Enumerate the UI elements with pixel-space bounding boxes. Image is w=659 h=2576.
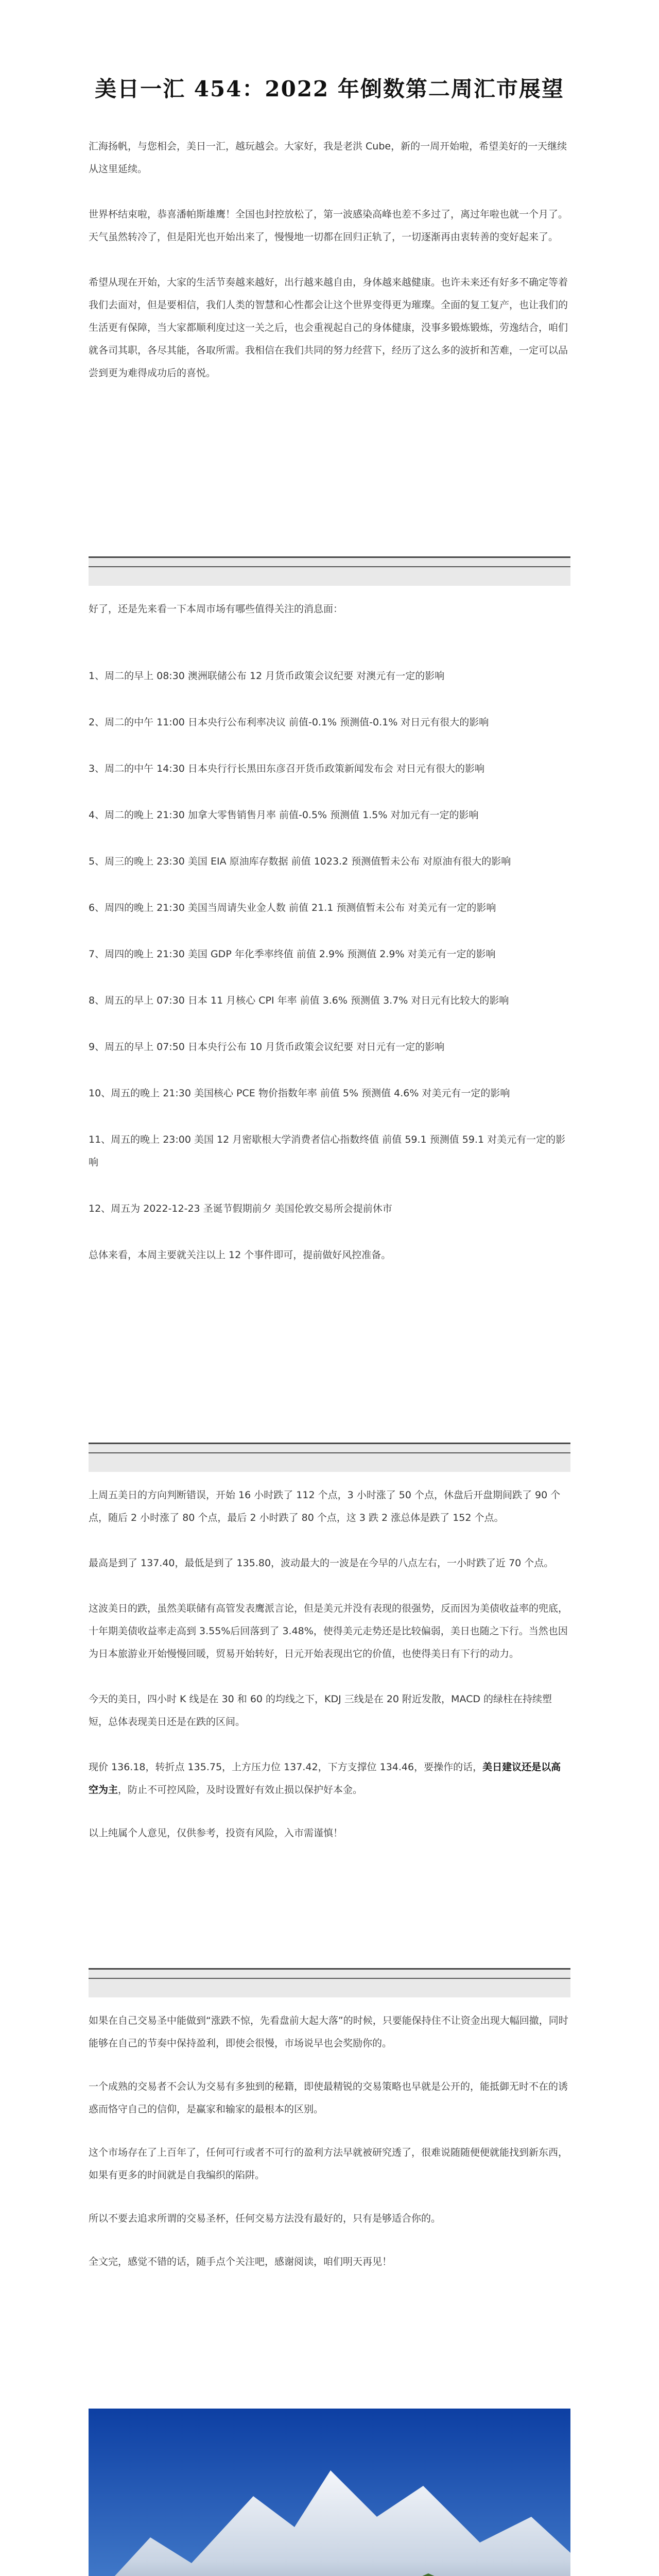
closing-paragraph: 这个市场存在了上百年了，任何可行或者不可行的盈利方法早就被研究透了，很难说随随便便就能找到新东西，如果有更多的时间就是自我编织的陷阱。 — [89, 2147, 568, 2181]
event-item: 12、周五为 2022-12-23 圣诞节假期前夕 美国伦敦交易所会提前休市 — [89, 1203, 392, 1214]
analysis-paragraph: 今天的美日，四小时 K 线是在 30 和 60 的均线之下，KDJ 三线是在 20 附近发散，MACD 的绿柱在持续塑短，总体表现美日还是在跌的区间。 — [89, 1693, 552, 1727]
closing-paragraph: 所以不要去追求所谓的交易圣杯，任何交易方法没有最好的，只有是够适合你的。 — [89, 2213, 441, 2224]
strategy-paragraph — [89, 1756, 570, 1801]
closing-paragraph: 如果在自己交易圣中能做到“涨跌不惊，先看盘前大起大落”的时候，只要能保持住不让资金出现大幅回撤，同时能够在自己的节奏中保持盈利，即使会很慢，市场说早也会奖励你的。 — [89, 2015, 568, 2049]
event-item: 10、周五的晚上 21:30 美国核心 PCE 物价指数年率 前值 5% 预测值 4.6% 对美元有一定的影响 — [89, 1088, 510, 1099]
strategy-prefix: 现价 136.18，转折点 135.75，上方压力位 137.42，下方支撑位 134.46，要操作的话， — [89, 1761, 483, 1773]
article — [89, 0, 570, 2267]
strategy-highlight: 美日建议还是以高空为主 — [89, 1761, 561, 1795]
event-item: 3、周二的中午 14:30 日本央行行长黑田东彦召开货币政策新闻发布会 对日元有很大的影响 — [89, 763, 484, 774]
intro-paragraph: 希望从现在开始，大家的生活节奏越来越好，出行越来越自由，身体越来越健康。也许未来还有好多不确定等着我们去面对，但是要相信，我们人类的智慧和心性都会让这个世界变得更为璀璨。全面的复工复产，也让我们的生活更有保障，当大家都顺利度过这一关之后，也会重视起自己的身体健康，没事多锻炼锻炼，劳逸结合，咱们就各司其职，各尽其能，各取所需。我相信在我们共同的努力经营下，经历了这么多的波折和苦难，一定可以品尝到更为难得成功后的喜悦。 — [89, 277, 568, 379]
event-item: 7、周四的晚上 21:30 美国 GDP 年化季率终值 前值 2.9% 预测值 2.9% 对美元有一定的影响 — [89, 948, 496, 960]
event-item: 4、周二的晚上 21:30 加拿大零售销售月率 前值-0.5% 预测值 1.5% 对加元有一定的影响 — [89, 809, 479, 821]
intro-text: 世界杯结束啦，恭喜潘帕斯雄鹰！全国也封控放松了，第一波感染高峰也差不多过了，离过年啦也就一个月了。天气虽然转冷了，但是阳光也开始出来了，慢慢地一切都在回归正轨了，一切逐渐再由衷转善的变好起来了。 — [89, 209, 568, 243]
analysis-paragraph: 上周五美日的方向判断错误，开始 16 小时跌了 112 个点，3 小时涨了 50 个点，休盘后开盘期间跌了 90 个点，随后 2 小时涨了 80 个点，最后 2 小时跌了 80 个点，这 3 跌 2 涨总体是跌了 152 个点。 — [89, 1489, 561, 1523]
closing-paragraph: 全文完，感觉不错的话，随手点个关注吧，感谢阅读，咱们明天再见！ — [89, 2256, 392, 2267]
events-summary: 总体来看，本周主要就关注以上 12 个事件即可，提前做好风控准备。 — [89, 1249, 391, 1261]
event-item: 5、周三的晚上 23:30 美国 EIA 原油库存数据 前值 1023.2 预测值暂未公布 对原油有很大的影响 — [89, 856, 511, 867]
article-title: 美日一汇 454：2022 年倒数第二周汇市展望 — [95, 76, 564, 101]
event-item: 9、周五的早上 07:50 日本央行公布 10 月货币政策会议纪要 对日元有一定的影响 — [89, 1041, 445, 1053]
section-divider — [89, 1968, 570, 1997]
event-item: 11、周五的晚上 23:00 美国 12 月密歇根大学消费者信心指数终值 前值 59.1 预测值 59.1 对美元有一定的影响 — [89, 1134, 566, 1168]
event-item: 1、周二的早上 08:30 澳洲联储公布 12 月货币政策会议纪要 对澳元有一定的影响 — [89, 670, 445, 682]
analysis-paragraph: 最高是到了 137.40，最低是到了 135.80，波动最大的一波是在今早的八点左右，一小时跌了近 70 个点。 — [89, 1557, 554, 1569]
disclaimer: 以上纯属个人意见，仅供参考，投资有风险，入市需谨慎！ — [89, 1827, 343, 1839]
section-divider — [89, 556, 570, 586]
mountain-illustration — [89, 2409, 570, 2576]
intro-paragraph — [89, 203, 570, 248]
strategy-suffix: ，防止不可控风险，及时设置好有效止损以保护好本金。 — [118, 1784, 363, 1795]
event-item: 6、周四的晚上 21:30 美国当周请失业金人数 前值 21.1 预测值暂未公布 对美元有一定的影响 — [89, 902, 496, 913]
analysis-paragraph: 这波美日的跌，虽然美联储有高管发表鹰派言论，但是美元并没有表现的很强势，反而因为美债收益率的兜底，十年期美债收益率走高到 3.55%后回落到了 3.48%，使得美元走势还是比较偏弱，美日也随之下行。当然也因为日本旅游业开始慢慢回暖，贸易开始转好，日元开始表现出它的价值，也使得美日有下行的动力。 — [89, 1603, 568, 1659]
event-item: 8、周五的早上 07:30 日本 11 月核心 CPI 年率 前值 3.6% 预测值 3.7% 对日元有比较大的影响 — [89, 995, 509, 1006]
section-divider — [89, 1443, 570, 1472]
intro-paragraph: 汇海扬帆，与您相会，美日一汇，越玩越会。大家好，我是老洪 Cube，新的一周开始啦，希望美好的一天继续从这里延续。 — [89, 141, 567, 175]
closing-paragraph: 一个成熟的交易者不会认为交易有多独到的秘籍，即使最精锐的交易策略也早就是公开的，能抵御无时不在的诱惑而恪守自己的信仰，是赢家和输家的最根本的区别。 — [89, 2081, 568, 2115]
events-intro: 好了，还是先来看一下本周市场有哪些值得关注的消息面： — [89, 603, 343, 615]
mountain-photo — [89, 2409, 570, 2576]
event-item: 2、周二的中午 11:00 日本央行公布利率决议 前值-0.1% 预测值-0.1% 对日元有很大的影响 — [89, 717, 489, 728]
